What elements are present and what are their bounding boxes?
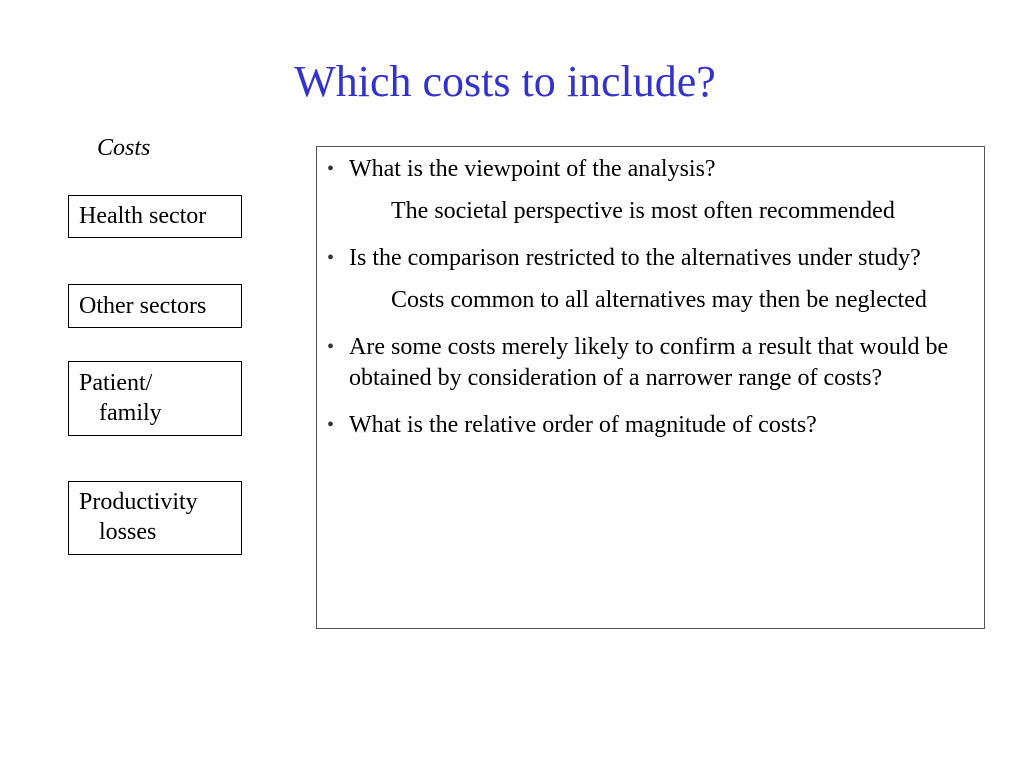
question-text: Is the comparison restricted to the alternatives under study? bbox=[349, 245, 921, 271]
cost-box-health-sector bbox=[68, 195, 242, 238]
question-text: What is the viewpoint of the analysis? bbox=[349, 156, 716, 182]
cost-box-label-continued: losses bbox=[99, 519, 157, 545]
question-text: Are some costs merely likely to confirm a result that would be obtained by consideration of a narrower range of costs? bbox=[349, 334, 949, 391]
question-item bbox=[325, 410, 964, 441]
cost-box-productivity-losses bbox=[68, 481, 242, 555]
bullet-icon: • bbox=[327, 336, 335, 358]
bullet-icon: • bbox=[327, 414, 335, 436]
bullet-icon: • bbox=[327, 247, 335, 269]
question-item bbox=[325, 332, 964, 394]
question-item bbox=[325, 154, 964, 185]
cost-box-label: Health sector bbox=[79, 203, 207, 229]
question-text: What is the relative order of magnitude of costs? bbox=[349, 412, 817, 438]
question-item bbox=[325, 243, 964, 274]
questions-panel bbox=[316, 146, 985, 629]
slide-title: Which costs to include? bbox=[294, 57, 716, 106]
cost-box-label: Other sectors bbox=[79, 293, 207, 319]
cost-box-label-continued: family bbox=[99, 400, 162, 426]
bullet-icon: • bbox=[327, 158, 335, 180]
costs-label: Costs bbox=[97, 135, 151, 161]
cost-box-label: Patient/ bbox=[79, 370, 153, 396]
cost-box-label: Productivity bbox=[79, 489, 198, 515]
question-answer: The societal perspective is most often recommended bbox=[391, 198, 895, 224]
cost-box-patient-family bbox=[68, 361, 242, 436]
cost-box-other-sectors bbox=[68, 284, 242, 328]
question-answer: Costs common to all alternatives may then be neglected bbox=[391, 287, 927, 313]
